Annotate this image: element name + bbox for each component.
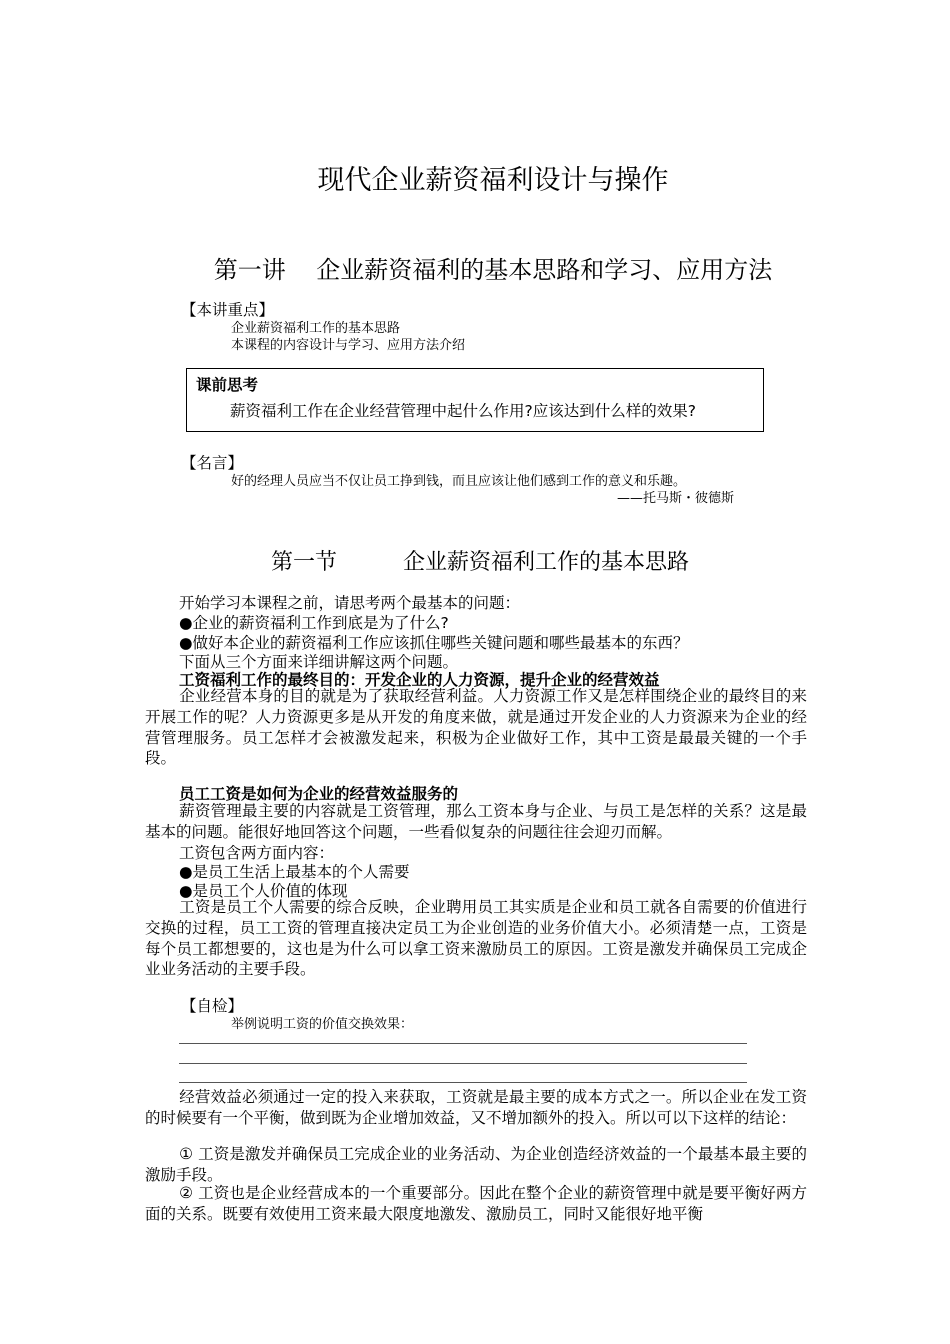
pre-class-question: 薪资福利工作在企业经营管理中起什么作用?应该达到什么样的效果? — [230, 402, 696, 420]
bullet-item: ●是员工个人价值的体现 — [179, 882, 348, 900]
self-check-prompt: 举例说明工资的价值交换效果： — [231, 1017, 414, 1032]
pre-class-box — [186, 368, 764, 432]
answer-line[interactable] — [179, 1043, 747, 1044]
part2-line: 工资包含两方面内容： — [179, 844, 335, 862]
intro-line: 下面从三个方面来详细讲解这两个问题。 — [179, 653, 459, 671]
focus-item: 企业薪资福利工作的基本思路 — [231, 321, 401, 336]
bullet-item: ●是员工生活上最基本的个人需要 — [179, 863, 410, 881]
intro-line: 开始学习本课程之前，请思考两个最基本的问题： — [179, 594, 521, 612]
self-check-heading: 【自检】 — [181, 997, 244, 1015]
quote-author: ——托马斯・彼德斯 — [617, 491, 735, 506]
part2-paragraph-text: 薪资管理最主要的内容就是工资管理，那么工资本身与企业、与员工是怎样的关系？这是最基本的问题。能很好地回答这个问题，一些看似复杂的问题往往会迎刃而解。 — [145, 802, 807, 841]
quote-heading: 【名言】 — [181, 454, 244, 472]
section-number: 第一节 — [271, 550, 338, 575]
lecture-title: 第一讲 企业薪资福利的基本思路和学习、应用方法 — [213, 256, 773, 284]
part1-heading: 工资福利工作的最终目的：开发企业的人力资源，提升企业的经营效益 — [179, 671, 660, 689]
conclusion-point — [145, 1144, 807, 1186]
conclusion-point — [145, 1183, 807, 1225]
answer-line[interactable] — [179, 1063, 747, 1064]
part3-paragraph — [145, 1087, 807, 1129]
focus-heading: 【本讲重点】 — [181, 301, 275, 319]
focus-item: 本课程的内容设计与学习、应用方法介绍 — [231, 338, 466, 353]
document-title: 现代企业薪资福利设计与操作 — [317, 165, 669, 196]
bullet-item: ●企业的薪资福利工作到底是为了什么? — [179, 614, 449, 632]
part1-paragraph — [145, 686, 807, 769]
answer-line[interactable] — [179, 1082, 747, 1083]
quote-text: 好的经理人员应当不仅让员工挣到钱，而且应该让他们感到工作的意义和乐趣。 — [231, 474, 687, 489]
part1-paragraph-text: 企业经营本身的目的就是为了获取经营利益。人力资源工作又是怎样围绕企业的最终目的来开展工作的呢？人力资源更多是从开发的角度来做，就是通过开发企业的人力资源来为企业的经营管理服务。员工怎样才会被激发起来，积极为企业做好工作，其中工资是最最关键的一个手段。 — [145, 687, 807, 768]
conclusion-point-text: ② 工资也是企业经营成本的一个重要部分。因此在整个企业的薪资管理中就是要平衡好两方面的关系。既要有效使用工资来最大限度地激发、激励员工，同时又能很好地平衡 — [145, 1184, 807, 1223]
part2-paragraph — [145, 801, 807, 843]
section-title: 企业薪资福利工作的基本思路 — [403, 550, 690, 575]
part2-paragraph-2-text: 工资是员工个人需要的综合反映，企业聘用员工其实质是企业和员工就各自需要的价值进行交换的过程，员工工资的管理直接决定员工为企业创造的业务价值大小。必须清楚一点，工资是每个员工都想要的，这也是为什么可以拿工资来激励员工的原因。工资是激发并确保员工完成企业业务活动的主要手段。 — [145, 898, 807, 979]
part2-heading: 员工工资是如何为企业的经营效益服务的 — [179, 785, 459, 803]
part2-paragraph-2 — [145, 897, 807, 980]
pre-class-heading: 课前思考 — [196, 376, 259, 394]
bullet-item: ●做好本企业的薪资福利工作应该抓住哪些关键问题和哪些最基本的东西？ — [179, 634, 689, 652]
conclusion-point-text: ① 工资是激发并确保员工完成企业的业务活动、为企业创造经济效益的一个最基本最主要的激励手段。 — [145, 1145, 807, 1184]
part3-paragraph-text: 经营效益必须通过一定的投入来获取，工资就是最主要的成本方式之一。所以企业在发工资的时候要有一个平衡，做到既为企业增加效益，又不增加额外的投入。所以可以下这样的结论： — [145, 1088, 807, 1127]
